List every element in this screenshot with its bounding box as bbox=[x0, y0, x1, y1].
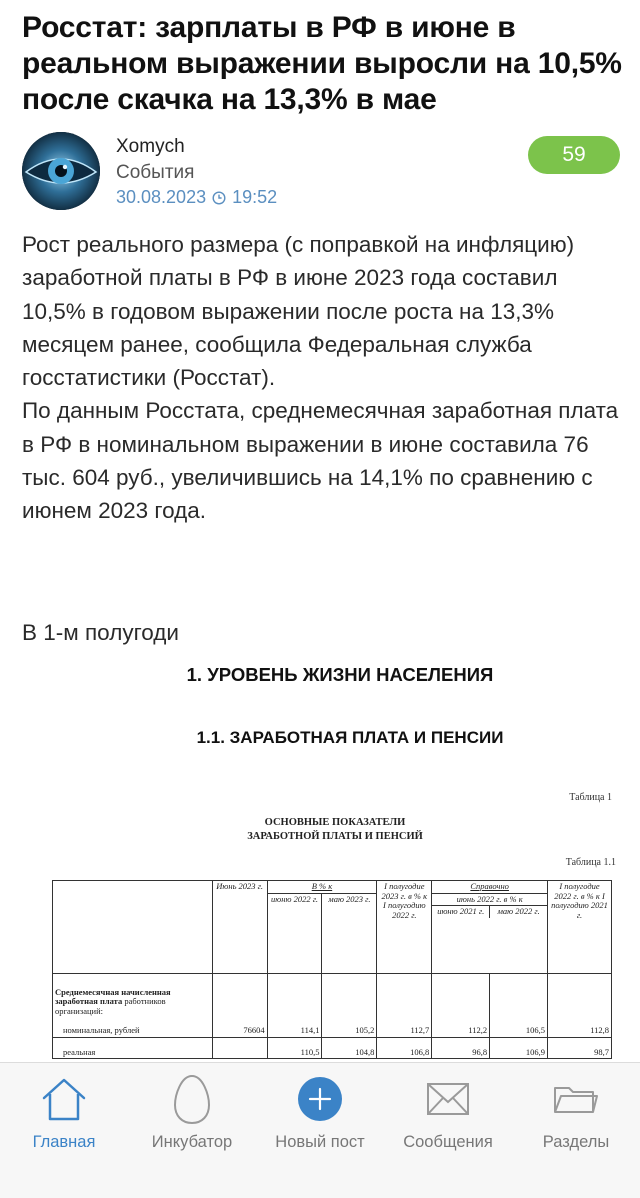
eye-icon bbox=[22, 132, 100, 210]
wages-table bbox=[52, 880, 612, 1059]
plus-icon bbox=[297, 1076, 343, 1122]
document-image[interactable] bbox=[0, 650, 640, 1060]
table-cell: 106,9 bbox=[490, 1037, 548, 1059]
tab-label: Новый пост bbox=[275, 1133, 365, 1151]
post-date: 30.08.2023 bbox=[116, 187, 207, 207]
table-cell: 104,8 bbox=[322, 1037, 377, 1059]
row-section-label bbox=[53, 973, 213, 1037]
table-cell: 106,5 bbox=[490, 973, 548, 1037]
table-cell: 114,1 bbox=[267, 973, 322, 1037]
col-header-sub: июнь 2022 г. в % к bbox=[432, 894, 547, 907]
post-category[interactable]: События bbox=[116, 162, 195, 183]
tab-home[interactable] bbox=[0, 1073, 128, 1152]
table-number: Таблица 1.1 bbox=[565, 857, 616, 868]
table-cell: 112,7 bbox=[377, 973, 432, 1037]
table-cell: 106,8 bbox=[377, 1037, 432, 1059]
table-corner bbox=[53, 881, 213, 974]
doc-subheading: 1.1. ЗАРАБОТНАЯ ПЛАТА И ПЕНСИИ bbox=[196, 728, 504, 747]
egg-icon bbox=[172, 1073, 212, 1125]
tab-messages[interactable] bbox=[384, 1073, 512, 1152]
caption-line: ОСНОВНЫЕ ПОКАЗАТЕЛИ bbox=[264, 817, 406, 828]
table-cell: 110,5 bbox=[267, 1037, 322, 1059]
post-paragraph: По данным Росстата, среднемесячная заработная плата в РФ в номинальном выражении в июне составила 76 тыс. 604 руб., увеличившись на 14,1% по сравнению с июнем 2023 года. bbox=[22, 398, 619, 524]
col-header: июню 2021 г. bbox=[432, 906, 490, 918]
table-caption bbox=[0, 816, 640, 844]
tab-label: Разделы bbox=[542, 1133, 610, 1151]
post-title: Росстат: зарплаты в РФ в июне в реальном выражении выросли на 10,5% после скачка на 13,3% в мае bbox=[22, 11, 622, 116]
caption-line: ЗАРАБОТНОЙ ПЛАТЫ И ПЕНСИЙ bbox=[247, 831, 423, 842]
col-header bbox=[432, 893, 548, 973]
folder-icon bbox=[553, 1082, 599, 1116]
table-cell: 76604 bbox=[212, 973, 267, 1037]
tab-label: Сообщения bbox=[403, 1133, 493, 1151]
table-cell bbox=[212, 1037, 267, 1059]
col-header: Июнь 2023 г. bbox=[212, 881, 267, 974]
col-header-split bbox=[432, 906, 547, 918]
bottom-tab-bar bbox=[0, 1062, 640, 1198]
table-cell: 98,7 bbox=[548, 1037, 612, 1059]
home-icon bbox=[40, 1076, 88, 1122]
tab-label: Главная bbox=[32, 1133, 96, 1151]
avatar[interactable] bbox=[22, 132, 100, 210]
tab-sections[interactable] bbox=[512, 1073, 640, 1152]
table-row-label: реальная bbox=[53, 1037, 213, 1059]
table-row-label: номинальная, рублей bbox=[63, 1025, 140, 1035]
col-header: I полугодие 2023 г. в % к I полугодию 2022 г. bbox=[377, 881, 432, 974]
truncated-paragraph: В 1-м полугоди bbox=[22, 620, 179, 645]
table-cell: 105,2 bbox=[322, 973, 377, 1037]
rating-badge[interactable]: 59 bbox=[528, 136, 620, 174]
doc-heading: 1. УРОВЕНЬ ЖИЗНИ НАСЕЛЕНИЯ bbox=[186, 664, 494, 685]
table-cell: 112,8 bbox=[548, 973, 612, 1037]
col-header: I полугодие 2022 г. в % к I полугодию 2021 г. bbox=[548, 881, 612, 974]
tab-incubator[interactable] bbox=[128, 1073, 256, 1152]
author-row bbox=[22, 132, 620, 212]
col-header: июню 2022 г. bbox=[267, 893, 322, 973]
col-header: маю 2023 г. bbox=[322, 893, 377, 973]
post-body bbox=[22, 228, 622, 528]
table-cell: 96,8 bbox=[432, 1037, 490, 1059]
clock-icon bbox=[212, 191, 226, 205]
col-header: маю 2022 г. bbox=[497, 906, 540, 916]
post-time: 19:52 bbox=[232, 187, 278, 207]
table-cell: 112,2 bbox=[432, 973, 490, 1037]
author-name[interactable]: Xomych bbox=[116, 136, 185, 157]
post-datetime bbox=[116, 187, 277, 208]
tab-label: Инкубатор bbox=[151, 1133, 233, 1151]
row-section-rest: работников организаций: bbox=[55, 996, 166, 1016]
table-number: Таблица 1 bbox=[569, 792, 612, 803]
col-header: Справочно bbox=[432, 881, 548, 894]
tab-new-post[interactable] bbox=[256, 1073, 384, 1152]
post-paragraph: Рост реального размера (с поправкой на инфляцию) заработной платы в РФ в июне 2023 года составил 10,5% в годовом выражении после роста на 13,3% месяцем ранее, сообщила Федеральная служба госстатистики (Росстат). bbox=[22, 232, 575, 391]
row-section-bold: Среднемесячная начисленная заработная плата bbox=[55, 986, 171, 1006]
envelope-icon bbox=[426, 1082, 470, 1116]
col-header: В % к bbox=[267, 881, 377, 894]
